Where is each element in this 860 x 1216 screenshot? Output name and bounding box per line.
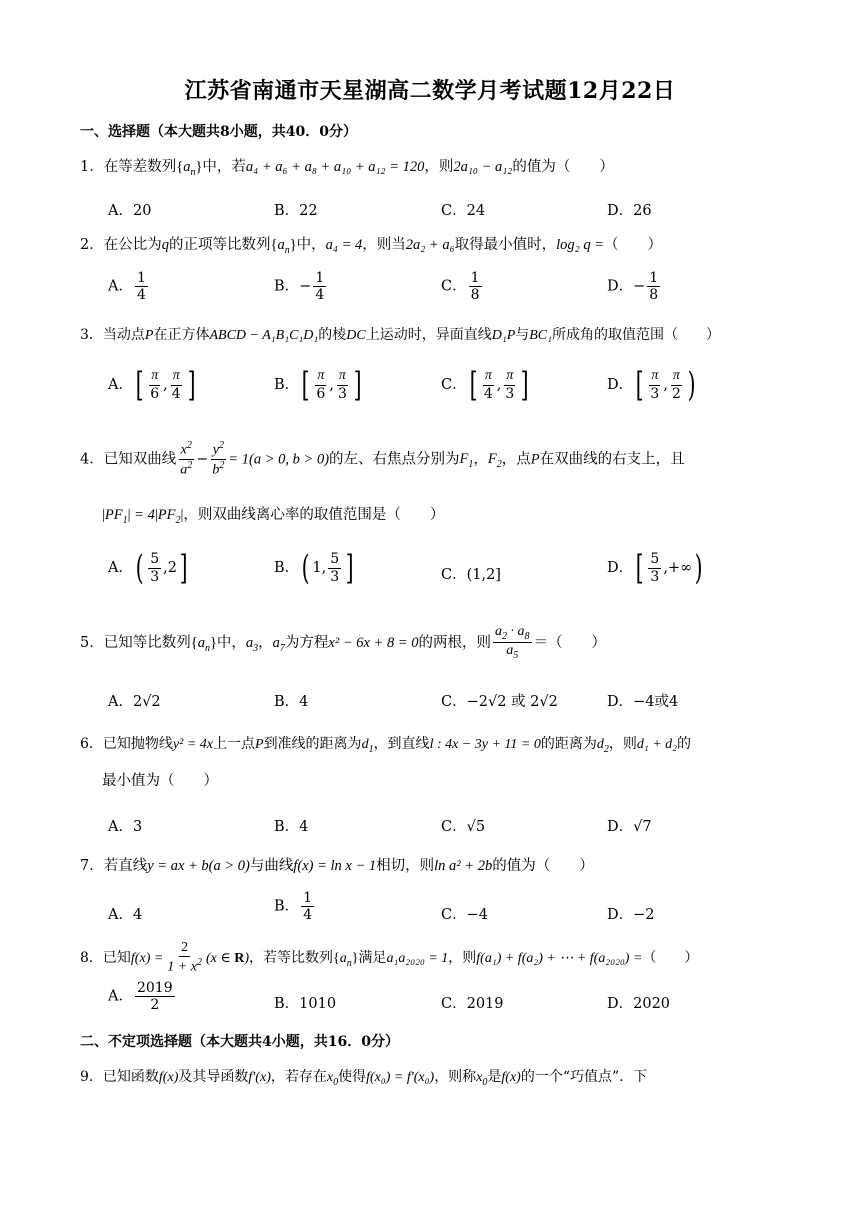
- q1-option-c: C．24: [441, 203, 486, 219]
- question-2: 2．在公比为q的正项等比数列$\{a_n\}$中，a₄ = 4，则当2a₂ + a₆取得最小值时，log₂ q =（ ）: [80, 237, 662, 256]
- q7-option-b: B． $\frac{1}{4}$: [274, 890, 313, 924]
- q3-option-d: D．[ $\frac{\pi}{3}$ , $\frac{\pi}{2}$ ): [607, 365, 696, 405]
- q1-option-a: A．20: [108, 203, 152, 219]
- q6-option-b: B．4: [274, 819, 309, 835]
- q8-option-b: B．1010: [274, 996, 337, 1012]
- q3-option-c: C．[ $\frac{\pi}{4}$ , $\frac{\pi}{3}$ ]: [441, 365, 529, 405]
- question-7: 7．若直线y = ax + b(a > 0)与曲线f(x) = ln x − 1相切，则ln a² + 2b的值为（ ）: [80, 858, 594, 874]
- question-6-line-2: 最小值为（ ）: [102, 773, 218, 789]
- question-3: 3．当动点P在正方体ABCD − A₁B₁C₁D₁的棱DC上运动时，异面直线D₁P与BC₁所成角的取值范围（ ）: [80, 327, 721, 343]
- q5-option-b: B．4: [274, 694, 309, 710]
- page-title: 江苏省南通市天星湖高二数学月考试题12月22日: [184, 78, 676, 104]
- q8-option-a: A． $\frac{2019}{2}$: [108, 980, 173, 1014]
- q2-option-c: C． $\frac{1}{8}$: [441, 270, 480, 304]
- question-1: 1．在等差数列$\{a_n\}$中，若a₄ + a₆ + a₈ + a₁₀ + a₁₂ = 120，则2a₁₀ − a₁₂的值为（ ）: [80, 159, 614, 178]
- q7-option-a: A．4: [108, 907, 143, 923]
- question-4: 4．已知双曲线 $\frac{x^2}{a^2}$ − $\frac{y^2}{b^2}$ = 1(a > 0, b > 0)的左、右焦点分别为$F_1$，$F_2$，点P在双曲线的右支上，且: [80, 440, 685, 478]
- q8-option-c: C．2019: [441, 996, 504, 1012]
- q6-option-c: C．√5: [441, 819, 486, 835]
- q7-option-d: D．−2: [607, 907, 655, 923]
- q2-option-a: A． $\frac{1}{4}$: [108, 270, 146, 304]
- q4-option-c: C．(1,2]: [441, 567, 501, 583]
- q5-option-d: D．−4或4: [607, 694, 679, 710]
- q1-option-b: B．22: [274, 203, 318, 219]
- question-8: 8．已知f(x) = $\frac{2}{1 + x^2}$ (x ∈ R)，若等比数列$\{a_n\}$满足a₁a₂₀₂₀ = 1，则f(a₁) + f(a₂) + ⋯ + f(a₂₀₂₀) =（ ）: [80, 940, 699, 975]
- q4-option-d: D．[ $\frac{5}{3}$ ,+∞): [607, 548, 703, 588]
- q5-option-c: C．−2√2 或 2√2: [441, 694, 558, 710]
- q8-option-d: D．2020: [607, 996, 671, 1012]
- question-9: 9．已知函数f(x)及其导函数f′(x)，若存在$x_0$使得f(x₀) = f′(x₀)，则称$x_0$是f(x)的一个“巧值点”．下: [80, 1069, 648, 1088]
- q2-option-b: B．− $\frac{1}{4}$: [274, 270, 325, 304]
- question-5: 5．已知等比数列$\{a_n\}$中，$a_3$，$a_7$为方程x² − 6x + 8 = 0的两根，则 $\frac{a_2 \cdot a_8}{a_5}$ ＝（ ）: [80, 624, 606, 662]
- q4-option-b: B．( 1, $\frac{5}{3}$ ]: [274, 548, 354, 588]
- section-heading-choice: 一、选择题（本大题共8小题，共40．0分）: [80, 124, 357, 140]
- q3-option-a: A．[ $\frac{\pi}{6}$ , $\frac{\pi}{4}$ ]: [108, 365, 196, 405]
- q2-option-d: D．− $\frac{1}{8}$: [607, 270, 659, 304]
- q6-option-d: D．√7: [607, 819, 652, 835]
- q3-option-b: B．[ $\frac{\pi}{6}$ , $\frac{\pi}{3}$ ]: [274, 365, 362, 405]
- q1-option-d: D．26: [607, 203, 652, 219]
- q5-option-a: A．2√2: [108, 694, 161, 710]
- q4-option-a: A．( $\frac{5}{3}$ ,2]: [108, 548, 188, 588]
- q6-option-a: A．3: [108, 819, 143, 835]
- question-4-line-2: $|PF_1| = 4|PF_2|$，则双曲线离心率的取值范围是（ ）: [102, 507, 445, 526]
- section-heading-multi: 二、不定项选择题（本大题共4小题，共16．0分）: [80, 1034, 399, 1050]
- question-6: 6．已知抛物线y² = 4x上一点P到准线的距离为$d_1$，到直线l : 4x − 3y + 11 = 0的距离为$d_2$，则d₁ + d₂的: [80, 736, 692, 755]
- q7-option-c: C．−4: [441, 907, 488, 923]
